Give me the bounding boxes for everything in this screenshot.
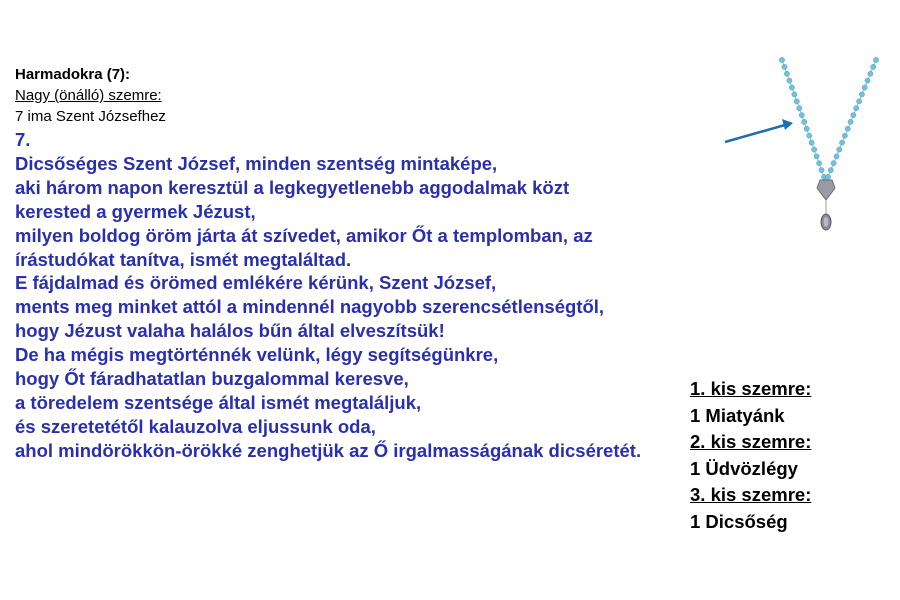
prayer-line: ahol mindörökkön-örökké zenghetjük az Ő irgalmasságának dicséretét. [15, 439, 642, 461]
bead [837, 147, 842, 152]
legend-value: 1 Üdvözlégy [690, 457, 798, 479]
bead [868, 71, 873, 76]
bead [859, 92, 864, 97]
prayer-line: hogy Jézust valaha halálos bűn által elveszítsük! [15, 320, 445, 342]
bead [804, 126, 809, 131]
prayer-line: Dicsőséges Szent József, minden szentség mintaképe, [15, 152, 498, 174]
bead [851, 113, 856, 118]
section-title: Harmadokra (7): [15, 66, 131, 83]
bead [857, 99, 862, 104]
legend-heading: 3. kis szemre: [690, 484, 812, 506]
bead [794, 99, 799, 104]
prayer-line: és szeretetétől kalauzolva eljussunk oda, [15, 415, 376, 437]
prayer-line: milyen boldog öröm járta át szívedet, amikor Őt a templomban, az [15, 224, 593, 246]
bead [871, 64, 876, 69]
bead [845, 126, 850, 131]
bead [854, 106, 859, 111]
legend-value: 1 Dicsőség [690, 510, 788, 532]
legend-heading: 1. kis szemre: [690, 378, 812, 399]
bead [779, 57, 784, 62]
bead [834, 154, 839, 159]
bead [802, 119, 807, 124]
cross-medal-icon [817, 180, 835, 230]
bead [819, 168, 824, 173]
bead [873, 57, 878, 62]
bead [828, 168, 833, 173]
bead [784, 71, 789, 76]
bead [862, 85, 867, 90]
legend-value: 1 Miatyánk [690, 404, 785, 426]
bead [831, 161, 836, 166]
bead [792, 92, 797, 97]
bead [787, 78, 792, 83]
header-block [15, 64, 166, 127]
section-caption: 7 ima Szent Józsefhez [15, 108, 166, 125]
bead [812, 147, 817, 152]
bead [865, 78, 870, 83]
prayer-text [15, 128, 641, 463]
bead [817, 161, 822, 166]
prayer-line: De ha mégis megtörténnék velünk, légy segítségünkre, [15, 344, 499, 366]
prayer-line: hogy Őt fáradhatatlan buzgalommal keresve, [15, 368, 409, 390]
bead [789, 85, 794, 90]
rosary-image [720, 55, 890, 245]
prayer-line: írástudókat tanítva, ismét megtaláltad. [15, 248, 352, 270]
arrow-icon [725, 119, 793, 142]
prayer-line: E fájdalmad és örömed emlékére kérünk, Szent József, [15, 272, 497, 294]
prayer-line: kerested a gyermek Jézust, [15, 200, 256, 222]
bead [825, 174, 830, 179]
bead [782, 64, 787, 69]
bead-legend [690, 376, 811, 536]
prayer-line: a töredelem szentsége által ismét megtaláljuk, [15, 391, 422, 413]
bead [848, 119, 853, 124]
rosary-beads-icon [779, 57, 878, 179]
legend-heading: 2. kis szemre: [690, 431, 812, 453]
bead [807, 133, 812, 138]
bead [840, 140, 845, 145]
bead [814, 154, 819, 159]
prayer-number: 7. [15, 129, 31, 150]
bead [842, 133, 847, 138]
bead [809, 140, 814, 145]
prayer-line: aki három napon keresztül a legkegyetlenebb aggodalmak közt [15, 176, 570, 198]
bead [797, 106, 802, 111]
bead [799, 113, 804, 118]
section-subtitle: Nagy (önálló) szemre: [15, 87, 162, 104]
prayer-line: ments meg minket attól a mindennél nagyobb szerencsétlenségtől, [15, 296, 605, 318]
